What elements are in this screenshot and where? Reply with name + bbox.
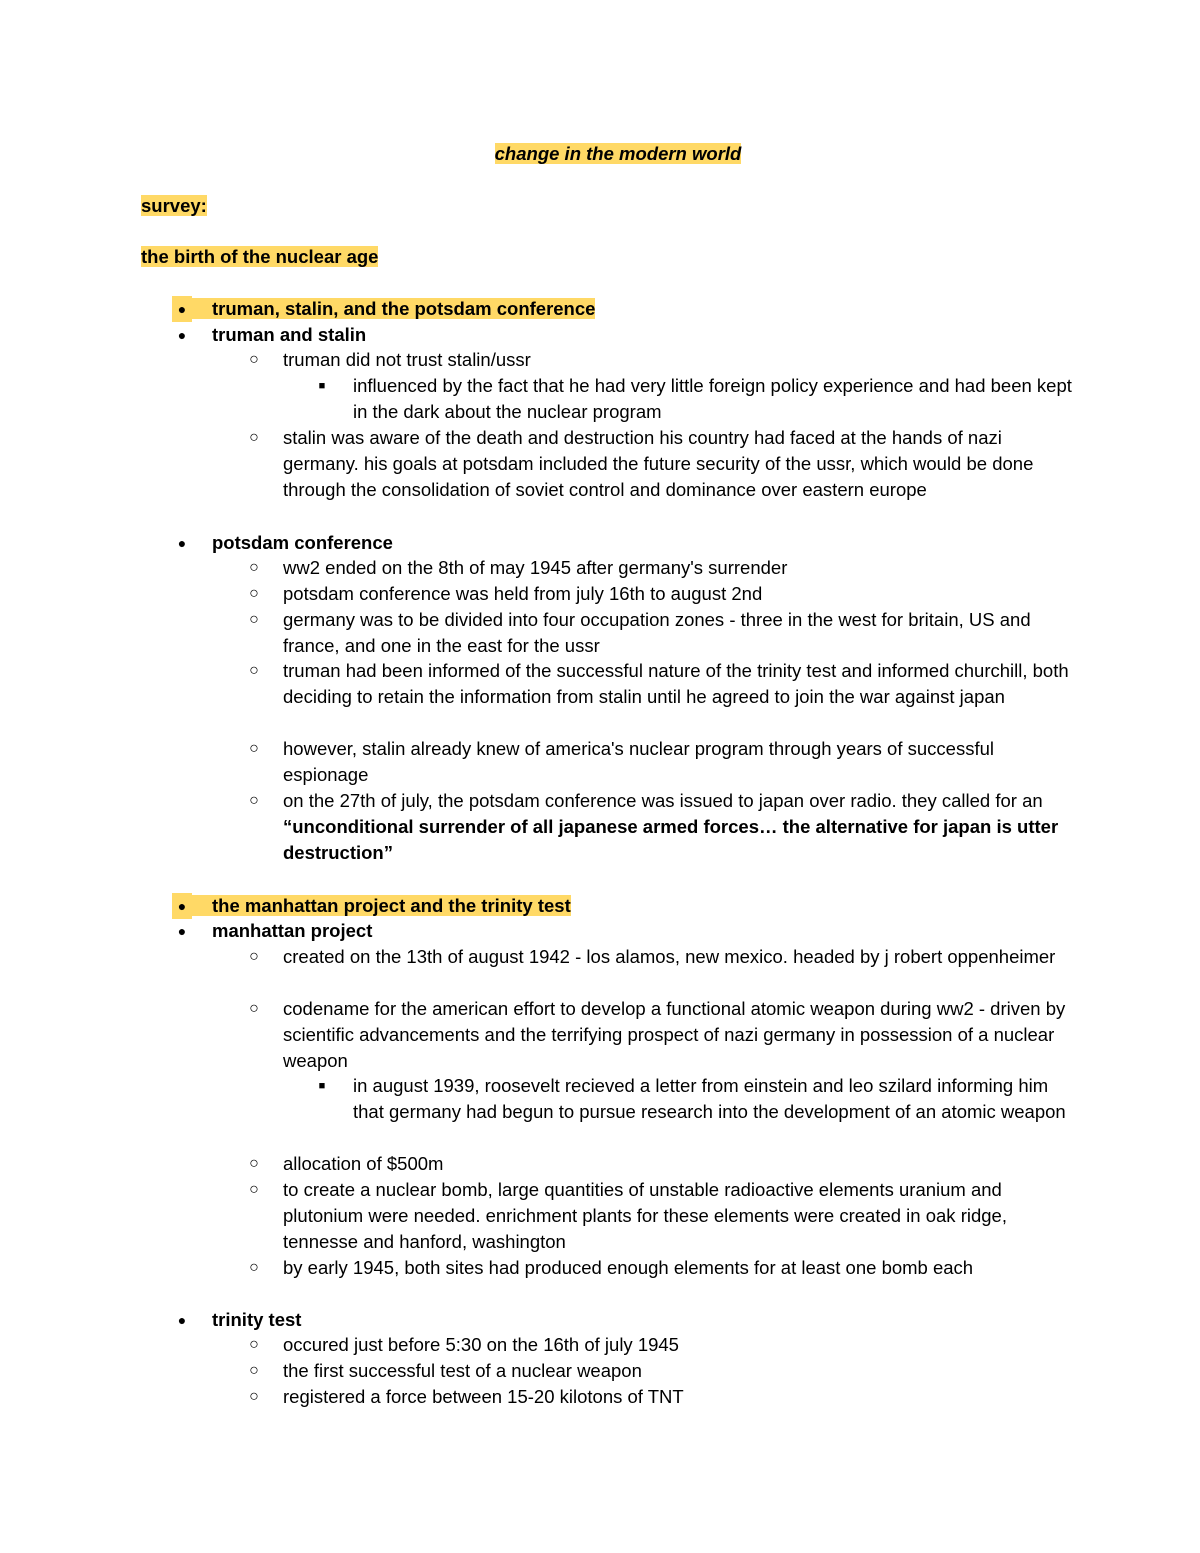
hollow-bullet-icon: ○	[249, 429, 259, 446]
hollow-bullet-icon: ○	[249, 1181, 259, 1198]
list-item-level-3	[353, 373, 1073, 425]
list-item-quote: “unconditional surrender of all japanese armed forces… the alternative for japan is utter destruction”	[283, 816, 1059, 863]
list-item-text: to create a nuclear bomb, large quantities of unstable radioactive elements uranium and plutonium were needed. enrichment plants for these elements were created in oak ridge, tennesse and hanford, washington	[283, 1179, 1007, 1252]
section-heading	[141, 244, 378, 270]
list-item-text: on the 27th of july, the potsdam conference was issued to japan over radio. they called for an	[283, 790, 1043, 811]
list-item-text: registered a force between 15-20 kilotons of TNT	[283, 1386, 684, 1407]
list-item-text: truman did not trust stalin/ussr	[283, 349, 531, 370]
list-item-text: truman, stalin, and the potsdam conference	[212, 298, 596, 319]
hollow-bullet-icon: ○	[249, 1155, 259, 1172]
bullet-icon: ●	[172, 893, 192, 919]
list-item-text: germany was to be divided into four occupation zones - three in the west for britain, US and france, and one in the east for the ussr	[283, 609, 1031, 656]
list-item-text: however, stalin already knew of america's nuclear program through years of successful espionage	[283, 738, 994, 785]
list-item-level-2	[283, 347, 1073, 373]
list-item-level-1	[192, 296, 595, 322]
list-item-level-2	[283, 1255, 1073, 1281]
hollow-bullet-icon: ○	[249, 948, 259, 965]
hollow-bullet-icon: ○	[249, 1000, 259, 1017]
hollow-bullet-icon: ○	[249, 740, 259, 757]
list-item-text: influenced by the fact that he had very little foreign policy experience and had been kept in the dark about the nuclear program	[353, 375, 1072, 422]
document-title-text: change in the modern world	[494, 143, 742, 164]
list-item-level-1	[212, 322, 366, 348]
document-title	[0, 141, 1200, 167]
hollow-bullet-icon: ○	[249, 585, 259, 602]
list-item-level-2	[283, 425, 1073, 503]
list-item-level-2	[283, 1177, 1073, 1255]
list-item-text: by early 1945, both sites had produced enough elements for at least one bomb each	[283, 1257, 974, 1278]
bullet-icon: ●	[177, 923, 187, 939]
list-item-text: manhattan project	[212, 920, 373, 941]
hollow-bullet-icon: ○	[249, 792, 259, 809]
list-item-level-1	[192, 893, 571, 919]
bullet-icon: ●	[172, 296, 192, 322]
list-item-level-1	[212, 530, 393, 556]
section-heading-text: the birth of the nuclear age	[141, 246, 379, 267]
list-item-level-2	[283, 1358, 1073, 1384]
survey-label-text: survey:	[141, 195, 207, 216]
list-item-level-2	[283, 736, 1073, 788]
list-item-level-2	[283, 996, 1073, 1074]
list-item-text: truman and stalin	[212, 324, 367, 345]
list-item-text: potsdam conference was held from july 16th to august 2nd	[283, 583, 763, 604]
list-item-text: occured just before 5:30 on the 16th of july 1945	[283, 1334, 679, 1355]
square-bullet-icon: ■	[318, 380, 326, 392]
list-item-text: the manhattan project and the trinity test	[212, 895, 571, 916]
list-item-level-2	[283, 658, 1073, 710]
list-item-level-2	[283, 1384, 1073, 1410]
list-item-level-2	[283, 1151, 1073, 1177]
hollow-bullet-icon: ○	[249, 1259, 259, 1276]
hollow-bullet-icon: ○	[249, 351, 259, 368]
list-item-text: the first successful test of a nuclear weapon	[283, 1360, 642, 1381]
list-item-text: truman had been informed of the successful nature of the trinity test and informed churchill, both deciding to retain the information from stalin until he agreed to join the war against japan	[283, 660, 1069, 707]
list-item-text: codename for the american effort to develop a functional atomic weapon during ww2 - driven by scientific advancements and the terrifying prospect of nazi germany in possession of a nuclear weapon	[283, 998, 1066, 1071]
list-item-text: potsdam conference	[212, 532, 393, 553]
list-item-text: trinity test	[212, 1309, 302, 1330]
list-item-level-2	[283, 788, 1073, 866]
list-item-level-2	[283, 581, 1073, 607]
list-item-level-1	[212, 1307, 301, 1333]
list-item-text: allocation of $500m	[283, 1153, 444, 1174]
hollow-bullet-icon: ○	[249, 1362, 259, 1379]
hollow-bullet-icon: ○	[249, 1388, 259, 1405]
bullet-icon: ●	[177, 1312, 187, 1328]
bullet-icon: ●	[177, 535, 187, 551]
list-item-level-2	[283, 944, 1073, 970]
list-item-level-3	[353, 1073, 1073, 1125]
bullet-icon: ●	[177, 327, 187, 343]
list-item-text: in august 1939, roosevelt recieved a letter from einstein and leo szilard informing him that germany had begun to pursue research into the development of an atomic weapon	[353, 1075, 1066, 1122]
list-item-level-2	[283, 555, 1073, 581]
square-bullet-icon: ■	[318, 1080, 326, 1092]
hollow-bullet-icon: ○	[249, 611, 259, 628]
hollow-bullet-icon: ○	[249, 559, 259, 576]
list-item-level-2	[283, 1332, 1073, 1358]
list-item-text: stalin was aware of the death and destruction his country had faced at the hands of nazi germany. his goals at potsdam included the future security of the ussr, which would be done through the consolidation of soviet control and dominance over eastern europe	[283, 427, 1034, 500]
list-item-text: ww2 ended on the 8th of may 1945 after germany's surrender	[283, 557, 788, 578]
list-item-level-2	[283, 607, 1073, 659]
hollow-bullet-icon: ○	[249, 662, 259, 679]
hollow-bullet-icon: ○	[249, 1336, 259, 1353]
survey-label	[141, 193, 207, 219]
list-item-level-1	[212, 918, 372, 944]
list-item-text: created on the 13th of august 1942 - los alamos, new mexico. headed by j robert oppenheimer	[283, 946, 1056, 967]
